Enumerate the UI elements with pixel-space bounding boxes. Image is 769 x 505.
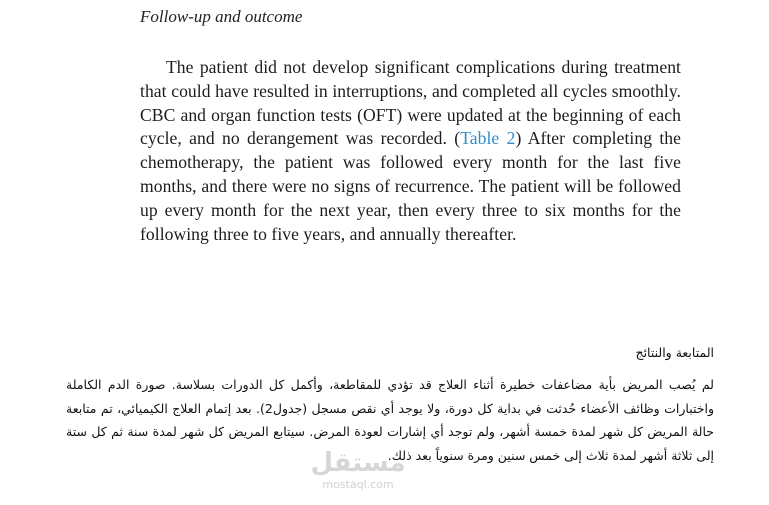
watermark-logo: مستقل [310,448,406,478]
english-section [140,6,681,246]
english-paragraph [140,56,681,246]
arabic-section [66,343,714,467]
paragraph-text-part2: ) After completing the chemotherapy, the patient was followed every month for the last five months, and there were no signs of recurrence. The patient will be followed up every month for the next year, then every three to six months for the following three to five years, and annually thereafter. [140,128,682,244]
table-2-link[interactable]: Table 2 [460,128,516,149]
watermark-url: mostaql.com [322,478,394,491]
paragraph-text-part1: The patient did not develop significant complications during treatment that could have resulted in interruptions, and completed all cycles smoothly. CBC and organ function tests (OFT) were updated at the beginning of each cycle, and no derangement was recorded. ( [140,57,681,149]
arabic-paragraph: لم يُصب المريض بأية مضاعفات خطيرة أثناء العلاج قد تؤدي للمقاطعة، وأكمل كل الدورات بسلاسة. صورة الدم الكاملة واختبارات وظائف الأعضاء حُدثت في بداية كل دورة، ولا يوجد أي نقص مسجل (جدول2). بعد إتمام العلاج الكيميائي، تم متابعة حالة المريض كل شهر لمدة خمسة أشهر، ولم توجد أي إشارات لعودة المرض. سيتابع المريض كل شهر لمدة سنة ثم كل ستة إلى ثلاثة أشهر لمدة ثلاث إلى خمس سنين ومرة سنوياً بعد ذلك. [66,377,714,463]
arabic-heading: المتابعة والنتائج [635,345,714,360]
section-heading: Follow-up and outcome [140,7,303,26]
